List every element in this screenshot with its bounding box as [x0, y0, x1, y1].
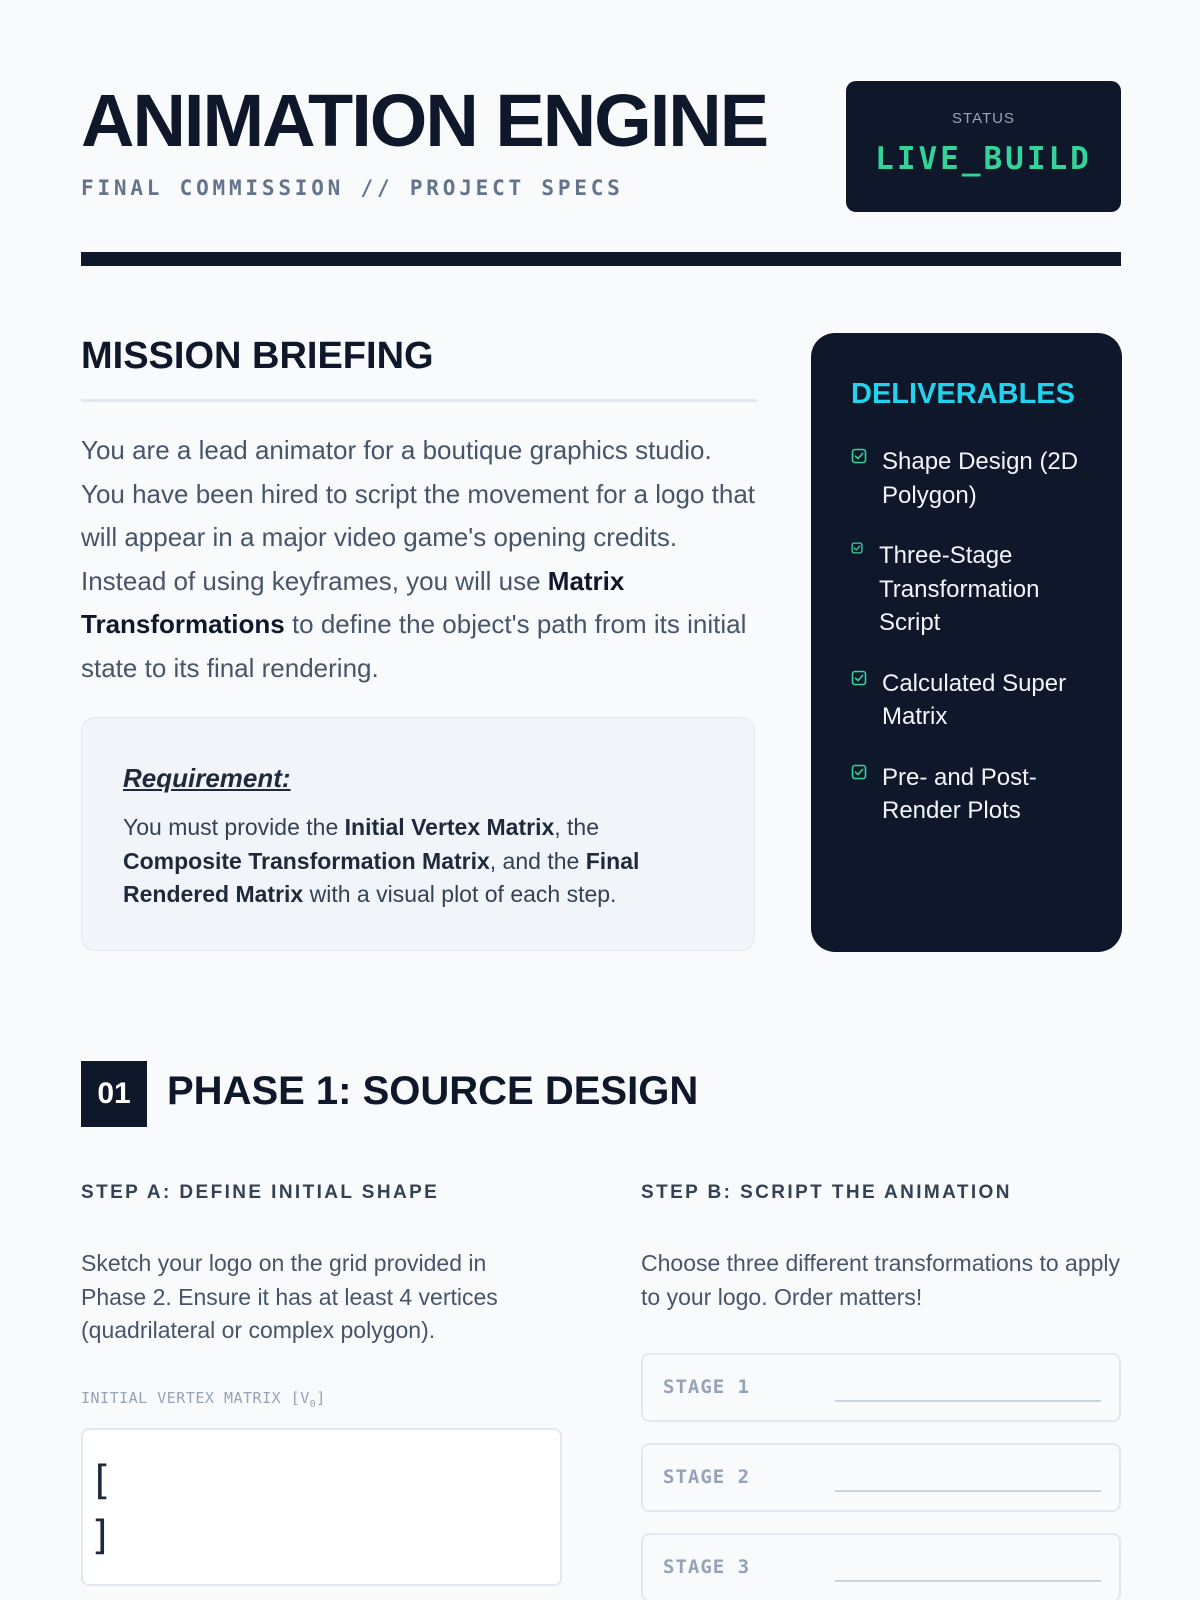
checkbox-icon	[851, 764, 867, 780]
briefing-divider	[81, 399, 757, 402]
status-value: LIVE_BUILD	[875, 141, 1092, 177]
step-a-text: Sketch your logo on the grid provided in Phase 2. Ensure it has at least 4 vertices (quadrilateral or complex polygon).	[81, 1250, 498, 1343]
stage-answer-line[interactable]	[835, 1400, 1101, 1402]
matrix-open-bracket: [	[89, 1458, 114, 1504]
deliverables-panel	[811, 333, 1122, 952]
matrix-label-end: ]	[316, 1389, 326, 1407]
checkbox-icon	[851, 670, 867, 686]
requirement-title: Requirement:	[123, 763, 291, 793]
page-subtitle: FINAL COMMISSION // PROJECT SPECS	[81, 176, 624, 200]
step-b-text: Choose three different transformations to apply to your logo. Order matters!	[641, 1250, 1121, 1310]
matrix-label-subscript: 0	[309, 1399, 317, 1410]
stage-label: STAGE 1	[663, 1376, 751, 1398]
deliverable-label: Three-Stage Transformation Script	[879, 542, 1040, 636]
deliverable-item	[851, 445, 1101, 512]
stage-label: STAGE 3	[663, 1556, 751, 1578]
deliverable-item	[851, 539, 1101, 640]
requirement-emphasis: Initial Vertex Matrix	[344, 814, 555, 840]
initial-vertex-matrix-input[interactable]	[81, 1428, 562, 1586]
phase-title: PHASE 1: SOURCE DESIGN	[167, 1069, 699, 1113]
deliverable-label: Shape Design (2D Polygon)	[882, 448, 1079, 509]
stage-3-field[interactable]	[641, 1533, 1121, 1600]
status-badge	[846, 81, 1121, 212]
requirement-text-part: , the	[554, 814, 600, 840]
step-b-heading: STEP B: SCRIPT THE ANIMATION	[641, 1182, 1012, 1203]
checkbox-icon	[851, 448, 867, 464]
matrix-label-text: INITIAL VERTEX MATRIX [V	[81, 1389, 310, 1407]
deliverable-label: Calculated Super Matrix	[882, 669, 1067, 730]
requirement-text-part: You must provide the	[123, 814, 345, 840]
header-divider	[81, 252, 1121, 266]
matrix-close-bracket: ]	[89, 1513, 114, 1559]
stage-1-field[interactable]	[641, 1353, 1121, 1422]
requirement-text	[123, 811, 713, 912]
mission-briefing-heading: MISSION BRIEFING	[81, 335, 434, 377]
stage-2-field[interactable]	[641, 1443, 1121, 1512]
deliverable-item	[851, 761, 1101, 828]
requirement-text-part: with a visual plot of each step.	[303, 881, 617, 907]
status-label: STATUS	[952, 110, 1015, 127]
deliverable-item	[851, 667, 1101, 734]
briefing-text-emphasis: Matrix Transformations	[81, 565, 625, 639]
step-a-heading: STEP A: DEFINE INITIAL SHAPE	[81, 1182, 440, 1203]
briefing-text-part: You are a lead animator for a boutique graphics studio. You have been hired to script the movement for a logo that will appear in a major video game's opening credits. Instead of using keyframes, you will use	[81, 435, 756, 596]
deliverable-label: Pre- and Post-Render Plots	[882, 763, 1037, 824]
requirement-card	[81, 717, 755, 951]
initial-vertex-matrix-label	[81, 1389, 326, 1410]
phase-number-badge: 01	[81, 1061, 147, 1127]
stage-answer-line[interactable]	[835, 1580, 1101, 1582]
page-title: ANIMATION ENGINE	[81, 79, 768, 162]
deliverables-list	[851, 445, 1101, 855]
requirement-text-part: , and the	[489, 847, 586, 874]
checkbox-icon	[851, 542, 863, 554]
requirement-emphasis: Composite Transformation Matrix	[123, 847, 490, 874]
deliverables-title: DELIVERABLES	[851, 378, 1075, 410]
mission-briefing-text	[81, 429, 761, 690]
stage-answer-line[interactable]	[835, 1490, 1101, 1492]
briefing-text-part: to define the object's path from its initial state to its final rendering.	[81, 609, 747, 683]
requirement-emphasis: Final Rendered Matrix	[123, 847, 640, 907]
stage-label: STAGE 2	[663, 1466, 751, 1488]
